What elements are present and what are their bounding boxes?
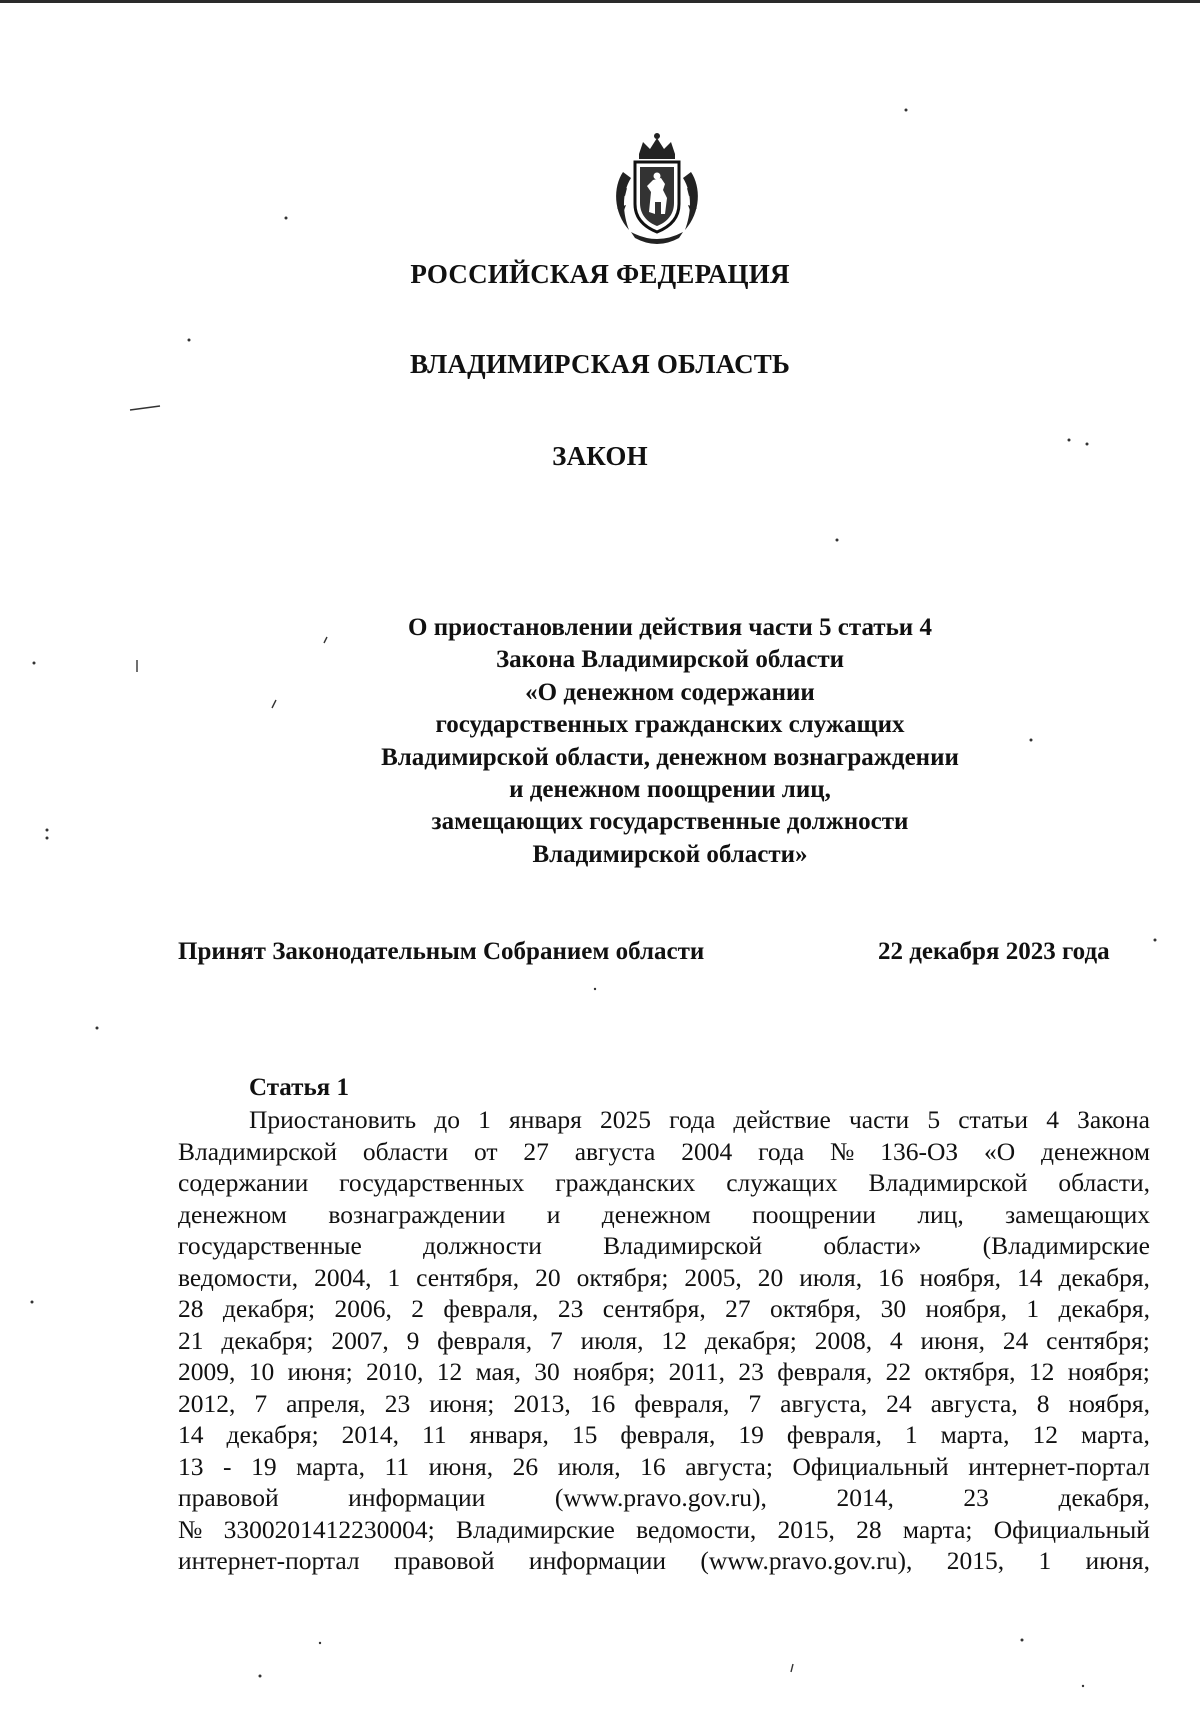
adopted-by-label: Принят Законодательным Собранием области [178,938,705,965]
article-body-line: 2012, 7 апреля, 23 июня; 2013, 16 февраля, 7 августа, 24 августа, 8 ноября, [178,1388,1150,1418]
law-title-line: Владимирской области, денежном вознаграждении [381,743,959,771]
coat-of-arms-icon [609,132,705,244]
article-body-line: 21 декабря; 2007, 9 февраля, 7 июля, 12 декабря; 2008, 4 июня, 24 сентября; [178,1325,1150,1355]
document-type-heading: ЗАКОН [552,441,648,471]
article-body-line: государственные должности Владимирской области» (Владимирские [178,1231,1150,1260]
article-body [178,1104,1150,1577]
region-heading: ВЛАДИМИРСКАЯ ОБЛАСТЬ [409,349,791,379]
article-body-line: содержании государственных гражданских служащих Владимирской области, [178,1168,1150,1197]
law-title-line: «О денежном содержании [525,678,815,706]
article-body-line: 28 декабря; 2006, 2 февраля, 23 сентября, 27 октября, 30 ноября, 1 декабря, [178,1294,1150,1323]
article-body-line: денежном вознаграждении и денежном поощрении лиц, замещающих [178,1199,1150,1229]
top-edge-line [0,0,1200,3]
law-title-line: Владимирской области» [532,840,808,868]
country-heading: РОССИЙСКАЯ ФЕДЕРАЦИЯ [410,259,790,289]
law-title-line: О приостановлении действия части 5 статьи 4 [408,614,932,641]
article-body-line: 14 декабря; 2014, 11 января, 15 февраля, 19 февраля, 1 марта, 12 марта, [178,1420,1150,1449]
article-body-line: интернет-портал правовой информации (www.pravo.gov.ru), 2015, 1 июня, [178,1546,1150,1575]
adoption-date: 22 декабря 2023 года [878,938,1110,965]
article-body-line: ведомости, 2004, 1 сентября, 20 октября; 2005, 20 июля, 16 ноября, 14 декабря, [178,1262,1150,1292]
article-heading: Статья 1 [249,1074,349,1101]
law-title-line: и денежном поощрении лиц, [509,776,831,804]
article-body-line: Владимирской области от 27 августа 2004 года № 136-ОЗ «О денежном [178,1136,1150,1166]
article-body-line: 13 - 19 марта, 11 июня, 26 июля, 16 августа; Официальный интернет-портал [178,1451,1150,1481]
law-title-line: Закона Владимирской области [495,646,845,674]
article-body-line: правовой информации (www.pravo.gov.ru), 2014, 23 декабря, [178,1483,1150,1512]
article-body-line: № 3300201412230004; Владимирские ведомости, 2015, 28 марта; Официальный [178,1514,1150,1544]
law-title-line: замещающих государственные должности [431,808,909,836]
law-title [260,612,1080,871]
article-body-line: 2009, 10 июня; 2010, 12 мая, 30 ноября; 2011, 23 февраля, 22 октября, 12 ноября; [178,1357,1150,1386]
article-body-line: Приостановить до 1 января 2025 года действие части 5 статьи 4 Закона [249,1105,1150,1134]
law-title-line: государственных гражданских служащих [435,711,905,739]
